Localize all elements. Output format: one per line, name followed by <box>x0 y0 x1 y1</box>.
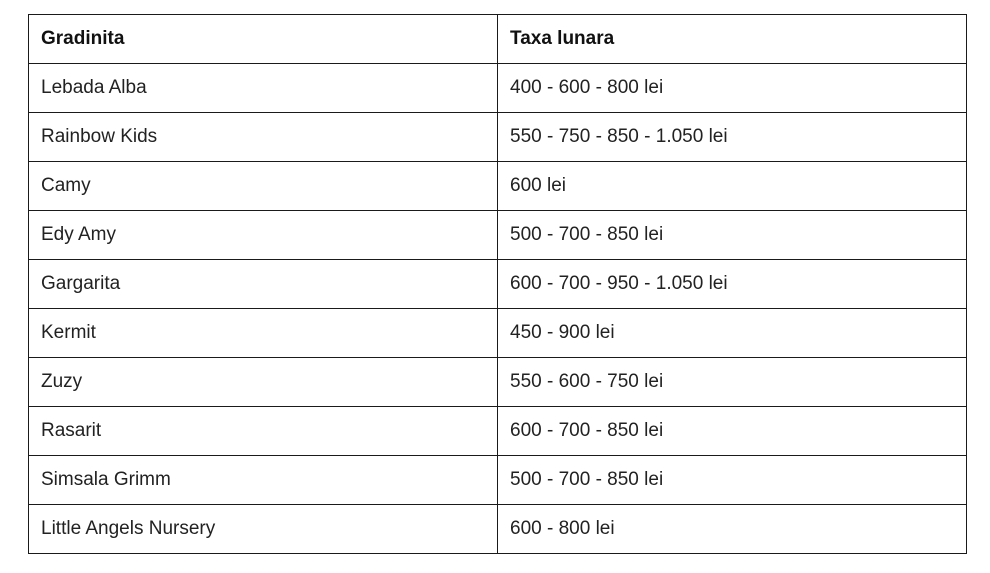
monthly-fee: 600 - 700 - 950 - 1.050 lei <box>498 260 967 309</box>
kindergarten-name: Little Angels Nursery <box>29 505 498 554</box>
monthly-fee: 600 - 700 - 850 lei <box>498 407 967 456</box>
kindergarten-name: Lebada Alba <box>29 64 498 113</box>
kindergarten-name: Simsala Grimm <box>29 456 498 505</box>
table-row <box>29 407 967 456</box>
table-row <box>29 113 967 162</box>
kindergarten-name: Zuzy <box>29 358 498 407</box>
monthly-fee: 400 - 600 - 800 lei <box>498 64 967 113</box>
table-row <box>29 162 967 211</box>
monthly-fee: 450 - 900 lei <box>498 309 967 358</box>
monthly-fee: 550 - 750 - 850 - 1.050 lei <box>498 113 967 162</box>
table-row <box>29 505 967 554</box>
table-row <box>29 456 967 505</box>
table-row <box>29 211 967 260</box>
kindergarten-name: Edy Amy <box>29 211 498 260</box>
header-monthly-fee: Taxa lunara <box>498 15 967 64</box>
table-container <box>28 14 967 554</box>
monthly-fee: 500 - 700 - 850 lei <box>498 456 967 505</box>
header-kindergarten: Gradinita <box>29 15 498 64</box>
monthly-fee: 600 - 800 lei <box>498 505 967 554</box>
monthly-fee: 600 lei <box>498 162 967 211</box>
kindergarten-name: Rainbow Kids <box>29 113 498 162</box>
table-row <box>29 260 967 309</box>
table-row <box>29 309 967 358</box>
table-row <box>29 64 967 113</box>
monthly-fee: 550 - 600 - 750 lei <box>498 358 967 407</box>
kindergarten-name: Camy <box>29 162 498 211</box>
kindergarten-name: Rasarit <box>29 407 498 456</box>
table-header-row <box>29 15 967 64</box>
kindergarten-name: Kermit <box>29 309 498 358</box>
table-row <box>29 358 967 407</box>
monthly-fee: 500 - 700 - 850 lei <box>498 211 967 260</box>
kindergarten-name: Gargarita <box>29 260 498 309</box>
fees-table <box>28 14 967 554</box>
